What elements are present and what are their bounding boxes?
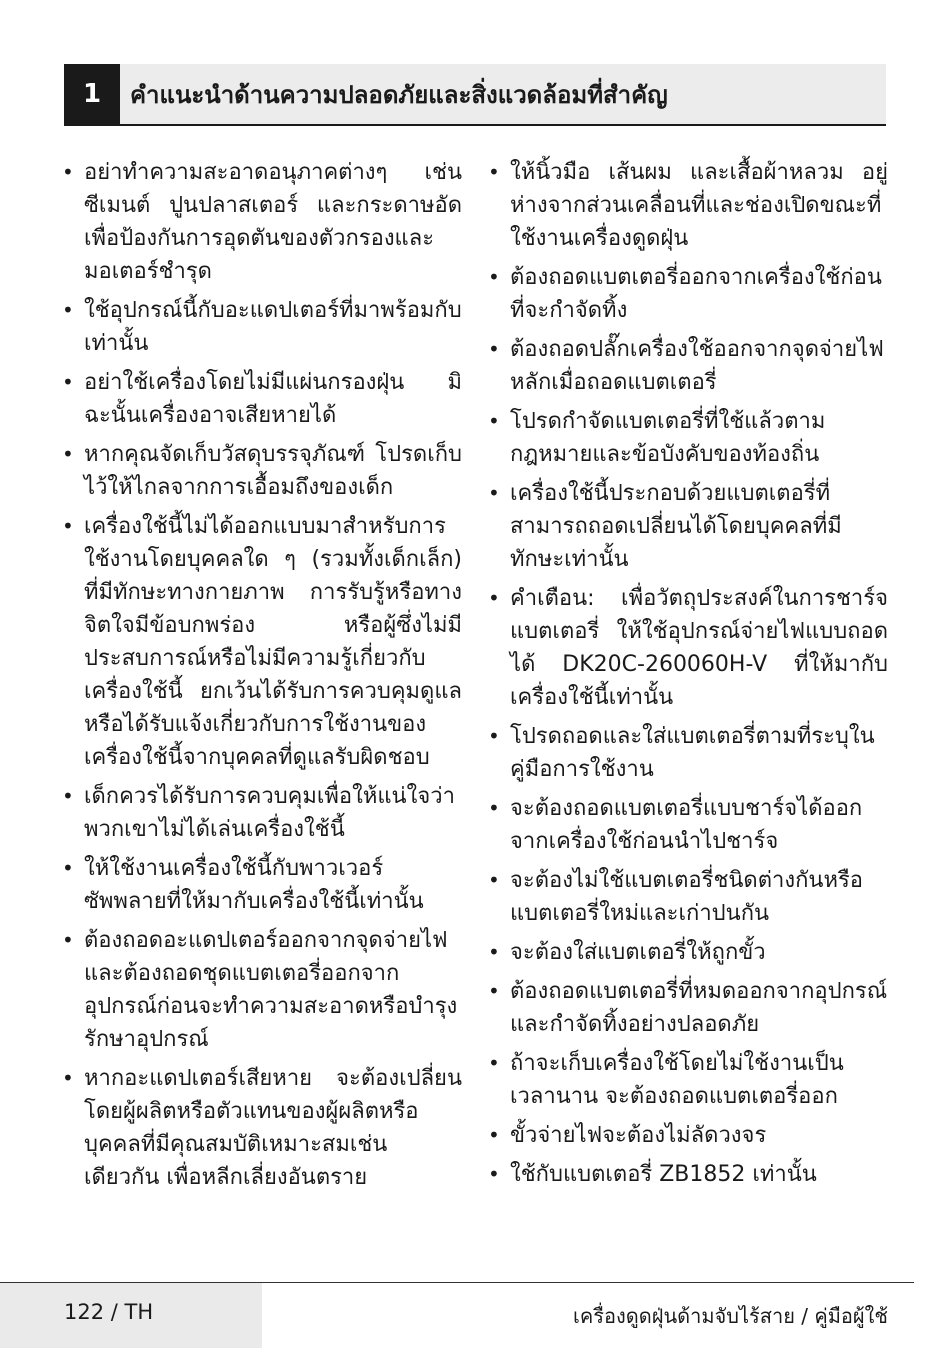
bullet-icon: • <box>62 298 74 322</box>
bullet-icon: • <box>488 481 500 505</box>
safety-item-text: อย่าทำความสะอาดอนุภาคต่างๆ เช่น ซีเมนต์ ปูนปลาสเตอร์ และกระดาษอัด เพื่อป้องกันการอุดตันของตัวกรองและมอเตอร์ชำรุด <box>84 160 462 284</box>
bullet-icon: • <box>488 940 500 964</box>
safety-item-text: หากคุณจัดเก็บวัสดุบรรจุภัณฑ์ โปรดเก็บไว้ให้ไกลจากการเอื้อมถึงของเด็ก <box>84 442 462 500</box>
safety-item <box>486 477 888 576</box>
safety-item <box>60 1062 462 1194</box>
safety-item-text: ต้องถอดแบตเตอรี่ออกจากเครื่องใช้ก่อนที่จะกำจัดทิ้ง <box>510 265 882 323</box>
safety-item-text: เครื่องใช้นี้ไม่ได้ออกแบบมาสำหรับการใช้งานโดยบุคคลใด ๆ (รวมทั้งเด็กเล็ก) ที่มีทักษะทางกายภาพ การรับรู้หรือทางจิตใจมีข้อบกพร่อง หรือผู้ซึ่งไม่มีประสบการณ์หรือไม่มีความรู้เกี่ยวกับเครื่องใช้นี้ ยกเว้นได้รับการควบคุมดูแลหรือได้รับแจ้งเกี่ยวกับการใช้งานของเครื่องใช้นี้จากบุคคลที่ดูแลรับผิดชอบ <box>84 514 462 770</box>
safety-item-text: เครื่องใช้นี้ประกอบด้วยแบตเตอรี่ที่สามารถถอดเปลี่ยนได้โดยบุคคลที่มีทักษะเท่านั้น <box>510 481 842 572</box>
safety-item <box>486 975 888 1041</box>
bullet-icon: • <box>62 160 74 184</box>
safety-item <box>60 438 462 504</box>
safety-item <box>486 261 888 327</box>
bullet-icon: • <box>488 1162 500 1186</box>
safety-item-text: ต้องถอดอะแดปเตอร์ออกจากจุดจ่ายไฟ และต้องถอดชุดแบตเตอรี่ออกจากอุปกรณ์ก่อนจะทำความสะอาดหรือบำรุงรักษาอุปกรณ์ <box>84 928 458 1052</box>
safety-item <box>486 156 888 255</box>
bullet-icon: • <box>488 337 500 361</box>
section-header <box>64 64 886 126</box>
bullet-icon: • <box>488 868 500 892</box>
safety-item-text: เด็กควรได้รับการควบคุมเพื่อให้แน่ใจว่าพวกเขาไม่ได้เล่นเครื่องใช้นี้ <box>84 784 455 842</box>
safety-item <box>486 582 888 714</box>
safety-item-text: จะต้องไม่ใช้แบตเตอรี่ชนิดต่างกันหรือแบตเตอรี่ใหม่และเก่าปนกัน <box>510 868 863 926</box>
safety-item-text: อย่าใช้เครื่องโดยไม่มีแผ่นกรองฝุ่น มิฉะนั้นเครื่องอาจเสียหายได้ <box>84 370 462 428</box>
safety-item <box>486 1047 888 1113</box>
bullet-icon: • <box>488 979 500 1003</box>
chapter-number: 1 <box>64 64 120 124</box>
bullet-icon: • <box>62 928 74 952</box>
safety-item <box>60 510 462 774</box>
bullet-icon: • <box>488 586 500 610</box>
safety-item-text: จะต้องใส่แบตเตอรี่ให้ถูกขั้ว <box>510 940 766 965</box>
safety-item-text: ใช้กับแบตเตอรี่ ZB1852 เท่านั้น <box>510 1162 817 1187</box>
bullet-icon: • <box>488 796 500 820</box>
section-title: คำแนะนำด้านความปลอดภัยและสิ่งแวดล้อมที่สำคัญ <box>130 80 668 109</box>
safety-item-text: ให้ใช้งานเครื่องใช้นี้กับพาวเวอร์ซัพพลายที่ให้มากับเครื่องใช้นี้เท่านั้น <box>84 856 424 914</box>
bullet-icon: • <box>62 784 74 808</box>
safety-item-text: โปรดถอดและใส่แบตเตอรี่ตามที่ระบุในคู่มือการใช้งาน <box>510 724 875 782</box>
safety-item-text: จะต้องถอดแบตเตอรี่แบบชาร์จได้ออกจากเครื่องใช้ก่อนนำไปชาร์จ <box>510 796 863 854</box>
bullet-icon: • <box>488 160 500 184</box>
safety-item-text: คำเตือน: เพื่อวัตถุประสงค์ในการชาร์จแบตเตอรี่ ให้ใช้อุปกรณ์จ่ายไฟแบบถอดได้ DK20C-260060H-V ที่ให้มากับเครื่องใช้นี้เท่านั้น <box>510 586 888 710</box>
bullet-icon: • <box>488 265 500 289</box>
safety-item-text: ต้องถอดปลั๊กเครื่องใช้ออกจากจุดจ่ายไฟหลักเมื่อถอดแบตเตอรี่ <box>510 337 884 395</box>
bullet-icon: • <box>488 724 500 748</box>
safety-item-text: ใช้อุปกรณ์นี้กับอะแดปเตอร์ที่มาพร้อมกับ เท่านั้น <box>84 298 462 356</box>
bullet-icon: • <box>62 856 74 880</box>
safety-item <box>486 405 888 471</box>
safety-item <box>486 792 888 858</box>
bullet-icon: • <box>488 1123 500 1147</box>
bullet-icon: • <box>62 514 74 538</box>
bullet-icon: • <box>62 442 74 466</box>
bullet-icon: • <box>62 370 74 394</box>
safety-item-text: ให้นิ้วมือ เส้นผม และเสื้อผ้าหลวม อยู่ห่างจากส่วนเคลื่อนที่และช่องเปิดขณะที่ใช้งานเครื่องดูดฝุ่น <box>510 160 888 251</box>
safety-item <box>60 156 462 288</box>
safety-item <box>486 1119 888 1152</box>
bullet-icon: • <box>62 1066 74 1090</box>
safety-item <box>486 936 888 969</box>
safety-item <box>60 852 462 918</box>
safety-item <box>486 1158 888 1191</box>
safety-item-text: โปรดกำจัดแบตเตอรี่ที่ใช้แล้วตามกฎหมายและข้อบังคับของท้องถิ่น <box>510 409 826 467</box>
safety-item-text: ขั้วจ่ายไฟจะต้องไม่ลัดวงจร <box>510 1123 767 1148</box>
safety-item <box>60 780 462 846</box>
safety-item <box>60 924 462 1056</box>
document-title: เครื่องดูดฝุ่นด้ามจับไร้สาย / คู่มือผู้ใช้ <box>573 1304 888 1328</box>
safety-item-text: ถ้าจะเก็บเครื่องใช้โดยไม่ใช้งานเป็นเวลานาน จะต้องถอดแบตเตอรี่ออก <box>510 1051 844 1109</box>
bullet-icon: • <box>488 409 500 433</box>
page-number: 122 / TH <box>64 1300 154 1324</box>
safety-item <box>486 720 888 786</box>
safety-item <box>486 864 888 930</box>
safety-item-text: หากอะแดปเตอร์เสียหาย จะต้องเปลี่ยนโดยผู้ผลิตหรือตัวแทนของผู้ผลิตหรือบุคคลที่มีคุณสมบัติเหมาะสมเช่นเดียวกัน เพื่อหลีกเลี่ยงอันตราย <box>84 1066 462 1190</box>
safety-item <box>60 294 462 360</box>
safety-item-text: ต้องถอดแบตเตอรี่ที่หมดออกจากอุปกรณ์และกำจัดทิ้งอย่างปลอดภัย <box>510 979 888 1037</box>
safety-item <box>60 366 462 432</box>
safety-item <box>486 333 888 399</box>
right-column <box>486 156 888 1197</box>
bullet-icon: • <box>488 1051 500 1075</box>
left-column <box>60 156 462 1200</box>
